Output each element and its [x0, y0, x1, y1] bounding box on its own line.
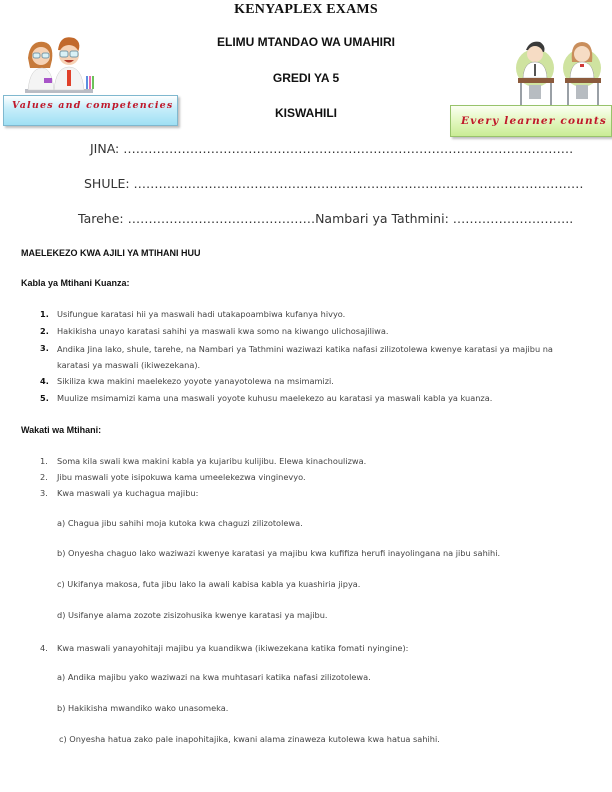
item-text: Kwa maswali ya kuchagua majibu:	[57, 488, 199, 498]
scientist-kids-illustration	[20, 34, 100, 94]
school-field[interactable]: SHULE: ………………………………………………………………………………………………	[84, 176, 584, 191]
list-item	[0, 454, 612, 468]
name-field[interactable]: JINA: ………………………………………………………………………………………………	[90, 141, 574, 156]
list-item	[0, 391, 612, 405]
during-exam-heading: Wakati wa Mtihani:	[21, 425, 102, 435]
badge-left-label: Values and competencies	[12, 100, 174, 111]
item-number: 4.	[40, 643, 48, 653]
list-item	[0, 486, 612, 500]
values-competencies-badge	[3, 95, 178, 126]
item-number: 2.	[40, 472, 48, 482]
item-text: Muulize msimamizi kama una maswali yoyote kuhusu maelekezo au karatasi ya maswali kabla ya kuanza.	[57, 393, 493, 403]
item-number: 3.	[40, 488, 48, 498]
list-item	[0, 307, 612, 321]
before-exam-heading: Kabla ya Mtihani Kuanza:	[21, 278, 130, 288]
list-item	[0, 341, 612, 371]
list-item	[0, 324, 612, 338]
multiple-choice-rule-d: d) Usifanye alama zozote zisizohusika kwenye karatasi ya majibu.	[57, 610, 328, 620]
item-text: Sikiliza kwa makini maelekezo yoyote yanayotolewa na msimamizi.	[57, 376, 334, 386]
list-item	[0, 470, 612, 484]
date-and-assessment-number-field[interactable]: Tarehe: ………………………………………Nambari ya Tathmini: ………………………..	[78, 211, 574, 226]
item-text: Jibu maswali yote isipokuwa kama umeelekezwa vinginevyo.	[57, 472, 306, 482]
multiple-choice-rule-a: a) Chagua jibu sahihi moja kutoka kwa chaguzi zilizotolewa.	[57, 518, 303, 528]
item-number: 5.	[40, 393, 49, 403]
written-rule-c: c) Onyesha hatua zako pale inapohitajika, kwani alama zinaweza kutolewa kwa hatua sahihi.	[59, 734, 440, 744]
item-text: Hakikisha unayo karatasi sahihi ya maswali kwa somo na kiwango ulichosajiliwa.	[57, 326, 389, 336]
badge-right-label: Every learner counts	[461, 115, 608, 127]
item-number: 3.	[40, 343, 49, 353]
written-rule-b: b) Hakikisha mwandiko wako unasomeka.	[57, 703, 229, 713]
brand-title: KENYAPLEX EXAMS	[234, 2, 378, 17]
list-item	[0, 374, 612, 388]
students-at-desks-illustration	[512, 38, 607, 108]
item-text: Andika Jina lako, shule, tarehe, na Nambari ya Tathmini waziwazi katika nafasi zilizotolewa kwenye karatasi ya majibu na karatasi ya maswali (ikiwezekana).	[57, 344, 553, 370]
program-title: ELIMU MTANDAO WA UMAHIRI	[217, 35, 395, 49]
item-text: Soma kila swali kwa makini kabla ya kujaribu kulijibu. Elewa kinachoulizwa.	[57, 456, 367, 466]
multiple-choice-rule-b: b) Onyesha chaguo lako waziwazi kwenye karatasi ya majibu kwa kufifiza herufi inayolingana na jibu sahihi.	[57, 548, 501, 558]
list-item	[0, 641, 612, 655]
multiple-choice-rule-c: c) Ukifanya makosa, futa jibu lako la awali kabisa kabla ya kuashiria jipya.	[57, 579, 361, 589]
item-number: 1.	[40, 309, 49, 319]
item-number: 1.	[40, 456, 48, 466]
item-text: Kwa maswali yanayohitaji majibu ya kuandikwa (ikiwezekana katika fomati nyingine):	[57, 643, 409, 653]
every-learner-counts-badge	[450, 105, 612, 137]
item-number: 2.	[40, 326, 49, 336]
grade-title: GREDI YA 5	[272, 71, 340, 85]
instructions-title: MAELEKEZO KWA AJILI YA MTIHANI HUU	[21, 248, 201, 258]
subject-title: KISWAHILI	[275, 106, 337, 120]
item-text: Usifungue karatasi hii ya maswali hadi utakapoambiwa kufanya hivyo.	[57, 309, 346, 319]
written-rule-a: a) Andika majibu yako waziwazi na kwa muhtasari katika nafasi zilizotolewa.	[57, 672, 371, 682]
item-number: 4.	[40, 376, 49, 386]
